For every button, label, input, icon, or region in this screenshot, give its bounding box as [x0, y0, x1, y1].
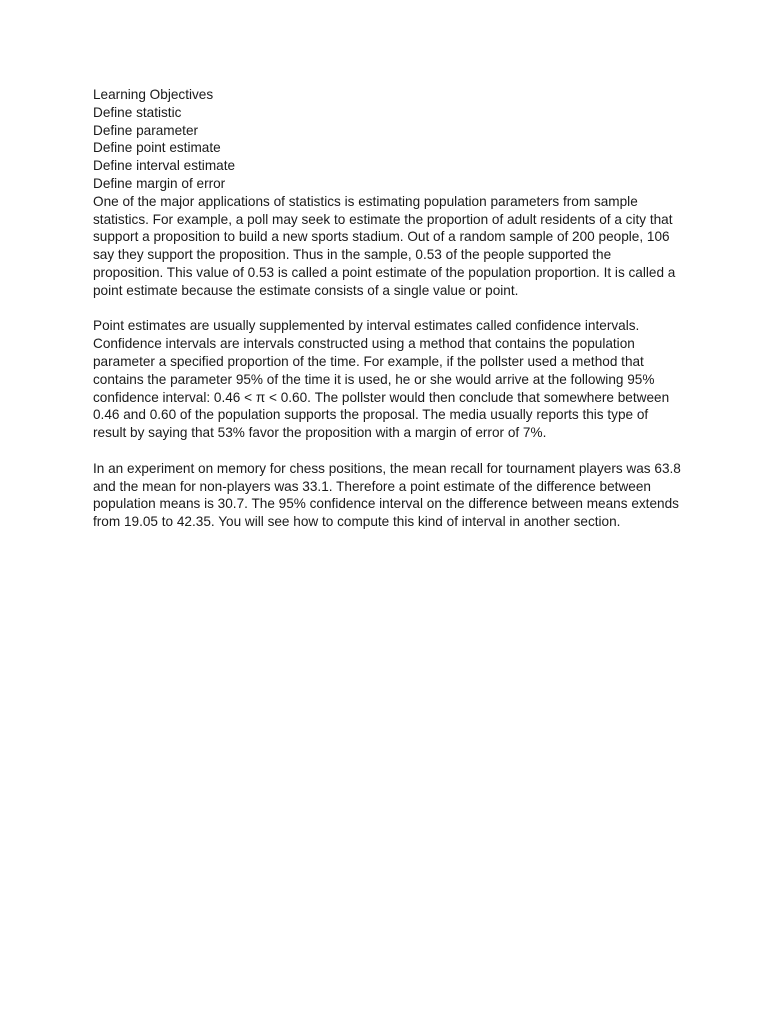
paragraph-point-estimate: One of the major applications of statistics is estimating population parameters from sample statistics. For example, a poll may seek to estimate the proportion of adult residents of a city that support a proposition to build a new sports stadium. Out of a random sample of 200 people, 106 say they support the proposition. Thus in the sample, 0.53 of the people supported the proposition. This value of 0.53 is called a point estimate of the population proportion. It is called a point estimate because the estimate consists of a single value or point. [93, 193, 676, 298]
objective-item: Define interval estimate [93, 158, 236, 174]
document-page [93, 86, 683, 549]
objective-item: Define parameter [93, 122, 199, 138]
paragraph-chess-example: In an experiment on memory for chess positions, the mean recall for tournament players was 63.8 and the mean for non-players was 33.1. Therefore a point estimate of the difference between population means is 30.7. The 95% confidence interval on the difference between means extends from 19.05 to 42.35. You will see how to compute this kind of interval in another section. [93, 460, 681, 530]
paragraph-interval-estimate: Point estimates are usually supplemented by interval estimates called confidence intervals. Confidence intervals are intervals constructed using a method that contains the population parameter a specified proportion of the time. For example, if the pollster used a method that contains the parameter 95% of the time it is used, he or she would arrive at the following 95% confidence interval: 0.46 < π < 0.60. The pollster would then conclude that somewhere between 0.46 and 0.60 of the population supports the proposal. The media usually reports this type of result by saying that 53% favor the proposition with a margin of error of 7%. [93, 318, 670, 441]
objectives-heading: Learning Objectives [93, 87, 214, 102]
objective-item: Define point estimate [93, 140, 221, 156]
objective-item: Define margin of error [93, 175, 226, 191]
objective-item: Define statistic [93, 104, 182, 120]
learning-objectives [93, 86, 683, 193]
